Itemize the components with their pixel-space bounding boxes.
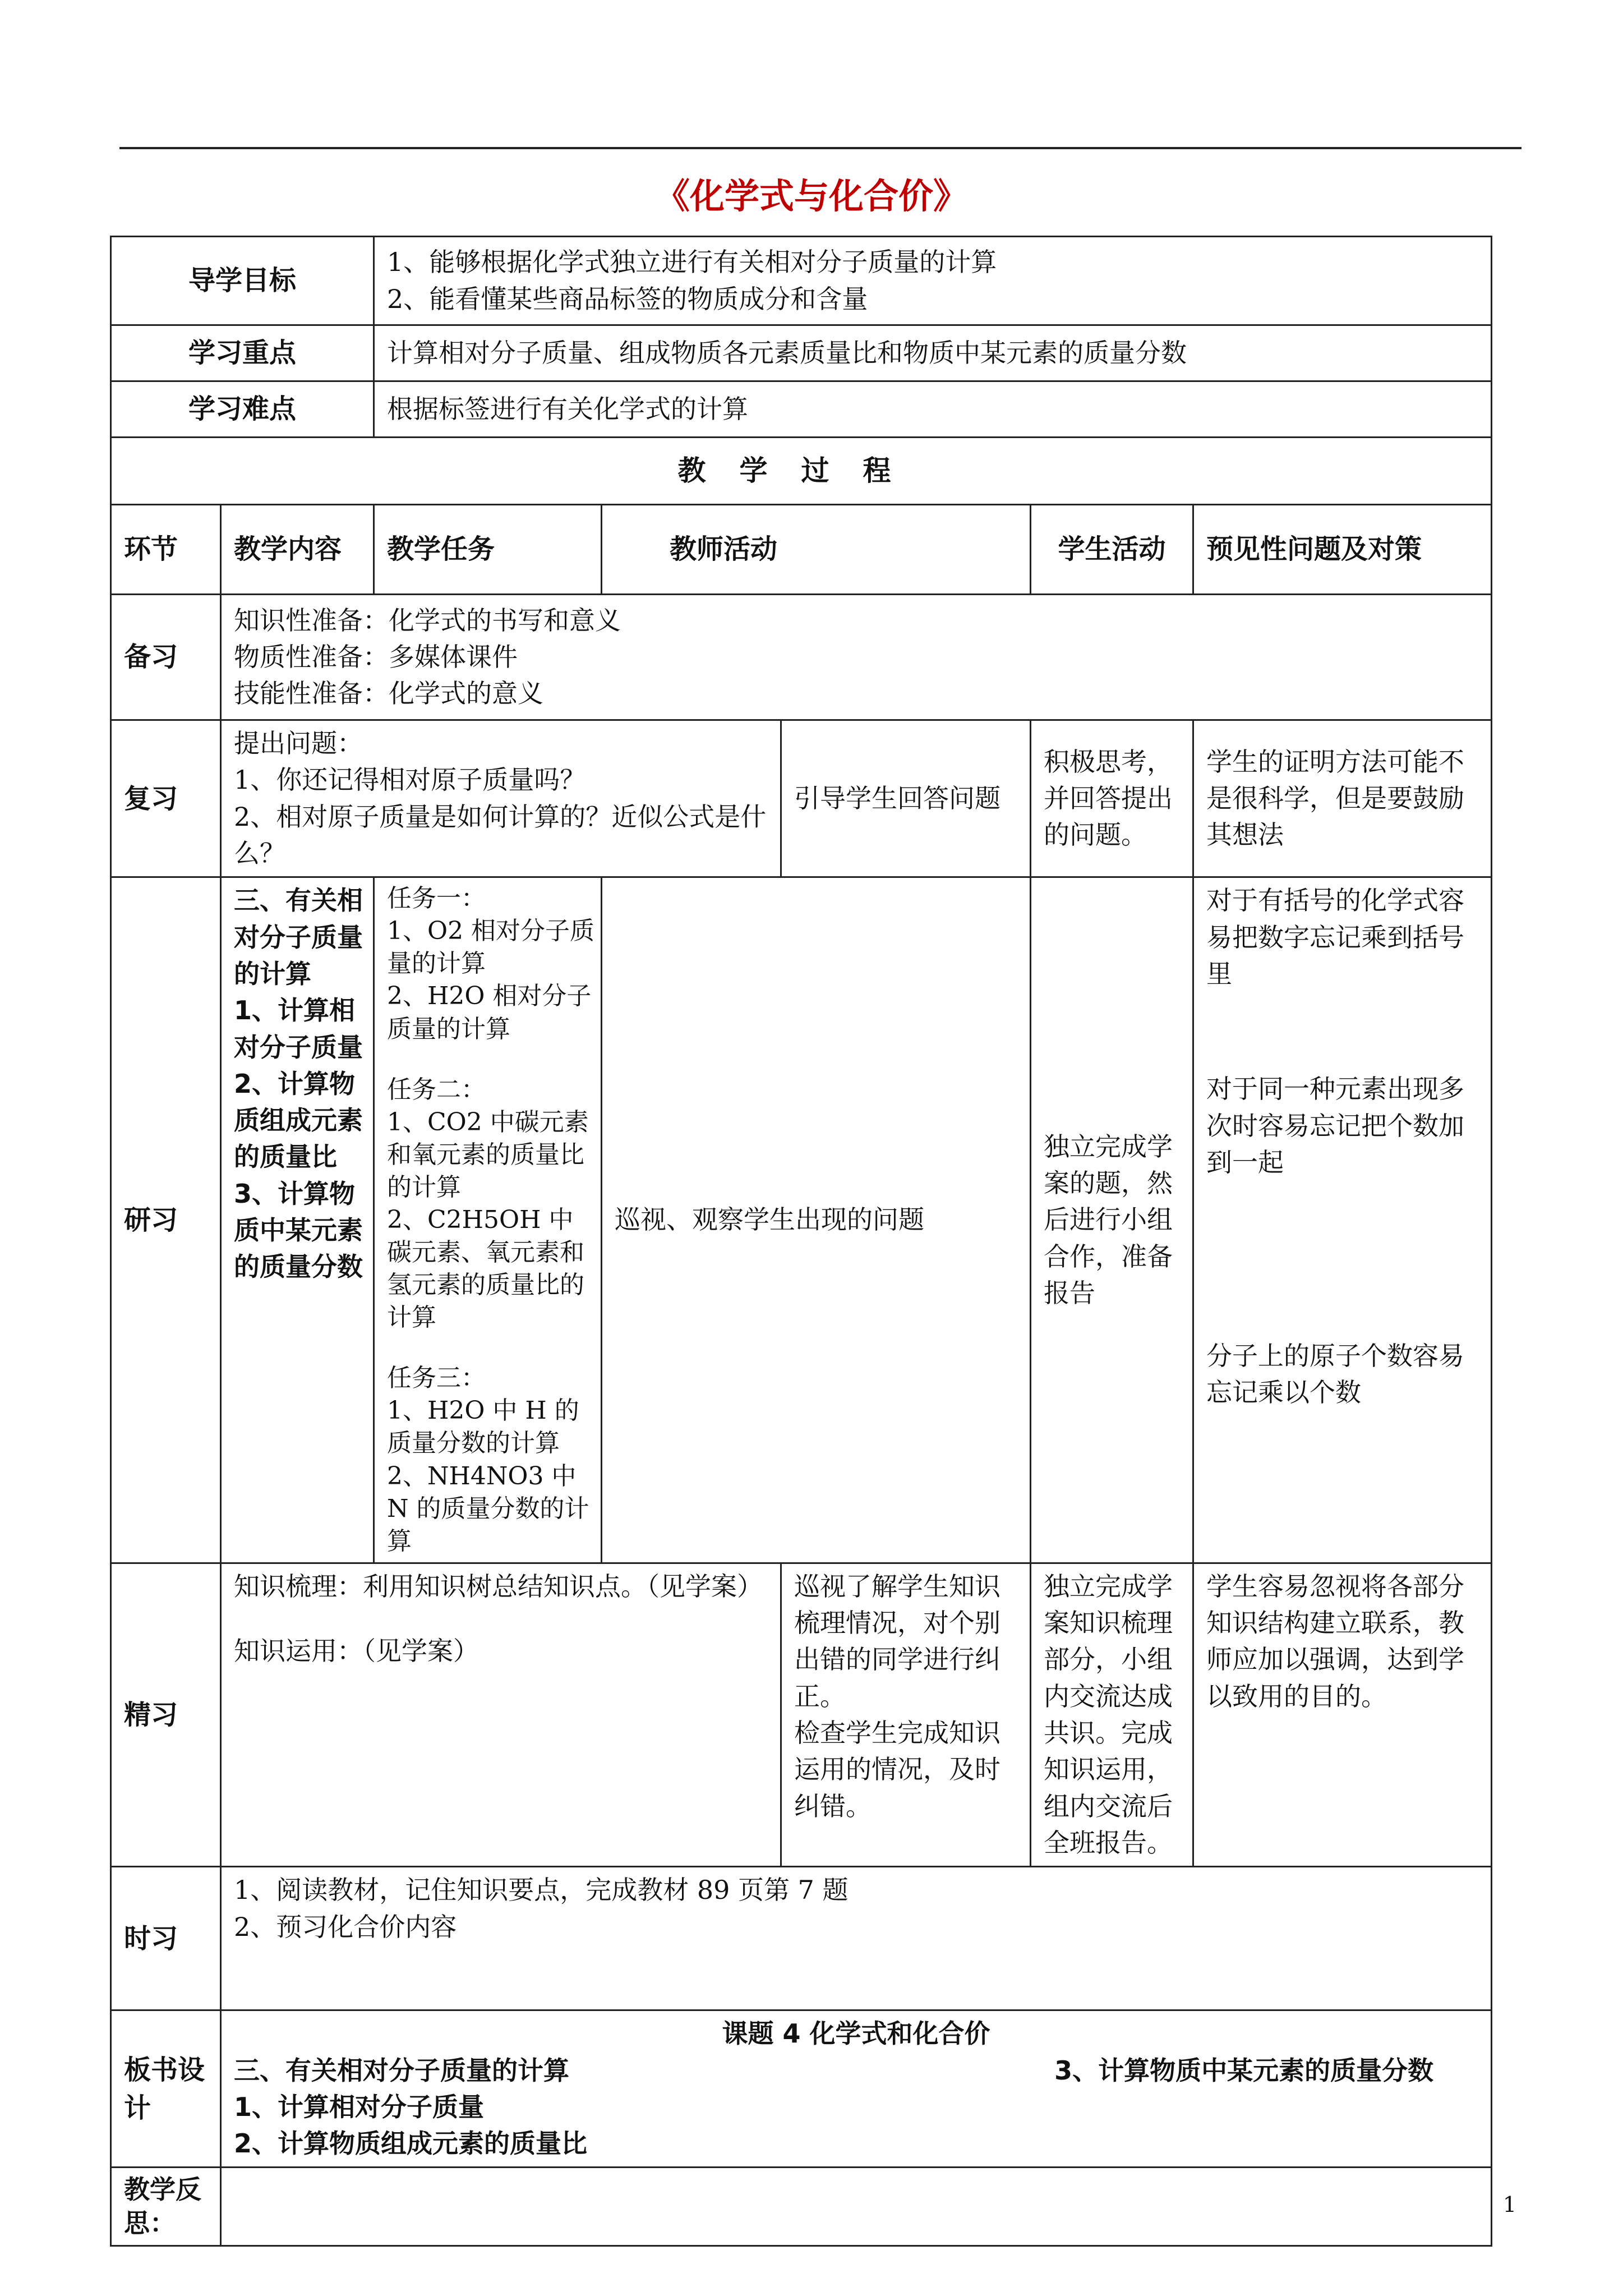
board-line: 1、计算相对分子质量 [234,2091,485,2122]
task-title: 任务一： [387,884,486,913]
yanxi-content-line: 三、有关相对分子质量的计算 [234,885,363,989]
yanxi-row [111,877,1492,1563]
beixi-line: 物质性准备：多媒体课件 [234,641,518,672]
task-item: 1、CO2 中碳元素和氧元素的质量比的计算 [387,1107,589,1202]
reflection-label: 教学反思： [111,2168,221,2246]
document-title: 《化学式与化合价》 [654,176,968,217]
focus-content: 计算相对分子质量、组成物质各元素质量比和物质中某元素的质量分数 [374,325,1492,381]
col-header-problem: 预见性问题及对策 [1193,505,1492,595]
board-grid [234,2053,1478,2162]
jingxi-line: 知识运用：（见学案） [234,1636,479,1667]
yanxi-problem: 对于有括号的化学式容易把数字忘记乘到括号里 [1206,885,1465,989]
reflection-content [221,2168,1492,2246]
board-content [221,2010,1492,2168]
fuxi-line: 1、你还记得相对原子质量吗？ [234,765,586,795]
board-heading: 课题 4 化学式和化合价 [722,2018,990,2049]
problem-gap [1206,1181,1478,1338]
jingxi-row [111,1563,1492,1867]
goal-content [374,237,1492,325]
col-header-task: 教学任务 [374,505,602,595]
col-header-teacher: 教师活动 [602,505,1031,595]
goal-line: 1、能够根据化学式独立进行有关相对分子质量的计算 [387,247,997,278]
board-row [111,2010,1492,2168]
fuxi-problem: 学生的证明方法可能不是很科学，但是要鼓励其想法 [1193,720,1492,877]
shixi-label: 时习 [111,1867,221,2010]
shixi-content [221,1867,1492,2010]
fuxi-label: 复习 [111,720,221,877]
beixi-line: 知识性准备：化学式的书写和意义 [234,605,621,636]
fuxi-content [221,720,781,877]
process-title-row [111,438,1492,505]
beixi-content [221,595,1492,720]
fuxi-line: 2、相对原子质量是如何计算的？近似公式是什么？ [234,801,767,868]
fuxi-line: 提出问题： [234,728,363,758]
fuxi-teacher: 引导学生回答问题 [781,720,1031,877]
task-item: 2、C2H5OH 中碳元素、氧元素和氢元素的质量比的计算 [387,1205,585,1332]
task-item: 2、NH4NO3 中 N 的质量分数的计算 [387,1461,589,1556]
jingxi-gap [234,1605,768,1633]
yanxi-problem: 对于同一种元素出现多次时容易忘记把个数加到一起 [1206,1074,1465,1177]
column-header-row [111,505,1492,595]
task-item: 2、H2O 相对分子质量的计算 [387,982,592,1043]
process-title: 教学过程 [111,438,1492,505]
board-left [234,2053,587,2162]
fuxi-row [111,720,1492,877]
lesson-plan-table [110,236,1492,2247]
fuxi-student: 积极思考，并回答提出的问题。 [1031,720,1193,877]
jingxi-teacher [781,1563,1031,1867]
shixi-line: 2、预习化合价内容 [234,1911,457,1942]
yanxi-teacher: 巡视、观察学生出现的问题 [602,877,1031,1563]
page-number: 1 [1502,2192,1516,2217]
goal-row [111,237,1492,325]
yanxi-problem: 分子上的原子个数容易忘记乘以个数 [1206,1341,1465,1408]
difficulty-content: 根据标签进行有关化学式的计算 [374,381,1492,438]
beixi-line: 技能性准备：化学式的意义 [234,678,543,709]
difficulty-row [111,381,1492,438]
task-gap [387,1046,596,1074]
beixi-row [111,595,1492,720]
task-title: 任务三： [387,1364,486,1393]
reflection-row [111,2168,1492,2246]
yanxi-label: 研习 [111,877,221,1563]
col-header-student: 学生活动 [1031,505,1193,595]
yanxi-problems [1193,877,1492,1563]
yanxi-content-line: 2、计算物质组成元素的质量比 [234,1068,363,1172]
board-line: 2、计算物质组成元素的质量比 [234,2128,588,2159]
jingxi-problem: 学生容易忽视将各部分知识结构建立联系，教师应加以强调，达到学以致用的目的。 [1193,1563,1492,1867]
yanxi-student: 独立完成学案的题，然后进行小组合作，准备报告 [1031,877,1193,1563]
shixi-row [111,1867,1492,2010]
jingxi-teacher-line: 检查学生完成知识运用的情况，及时纠错。 [794,1717,1001,1821]
jingxi-label: 精习 [111,1563,221,1867]
board-line: 三、有关相对分子质量的计算 [234,2055,569,2086]
yanxi-content [221,877,374,1563]
shixi-line: 1、阅读教材，记住知识要点，完成教材 89 页第 7 题 [234,1875,849,1906]
focus-label: 学习重点 [111,325,374,381]
difficulty-label: 学习难点 [111,381,374,438]
yanxi-content-line: 1、计算相对分子质量 [234,995,363,1062]
task-item: 1、H2O 中 H 的质量分数的计算 [387,1396,579,1458]
task-item: 1、O2 相对分子质量的计算 [387,917,595,978]
yanxi-tasks [374,877,602,1563]
jingxi-teacher-line: 巡视了解学生知识梳理情况，对个别出错的同学进行纠正。 [794,1571,1001,1711]
jingxi-student: 独立完成学案知识梳理部分，小组内交流达成共识。完成知识运用，组内交流后全班报告。 [1031,1563,1193,1867]
board-right: 3、计算物质中某元素的质量分数 [1054,2055,1434,2086]
board-label: 板书设计 [111,2010,221,2168]
col-header-stage: 环节 [111,505,221,595]
task-title: 任务二： [387,1075,486,1104]
problem-gap [1206,992,1478,1071]
col-header-content: 教学内容 [221,505,374,595]
yanxi-content-line: 3、计算物质中某元素的质量分数 [234,1178,363,1282]
task-gap [387,1334,596,1362]
goal-line: 2、能看懂某些商品标签的物质成分和含量 [387,283,868,314]
header-rule [119,147,1521,149]
focus-row [111,325,1492,381]
goal-label: 导学目标 [111,237,374,325]
jingxi-line: 知识梳理：利用知识树总结知识点。（见学案） [234,1571,763,1602]
beixi-label: 备习 [111,595,221,720]
jingxi-content [221,1563,781,1867]
